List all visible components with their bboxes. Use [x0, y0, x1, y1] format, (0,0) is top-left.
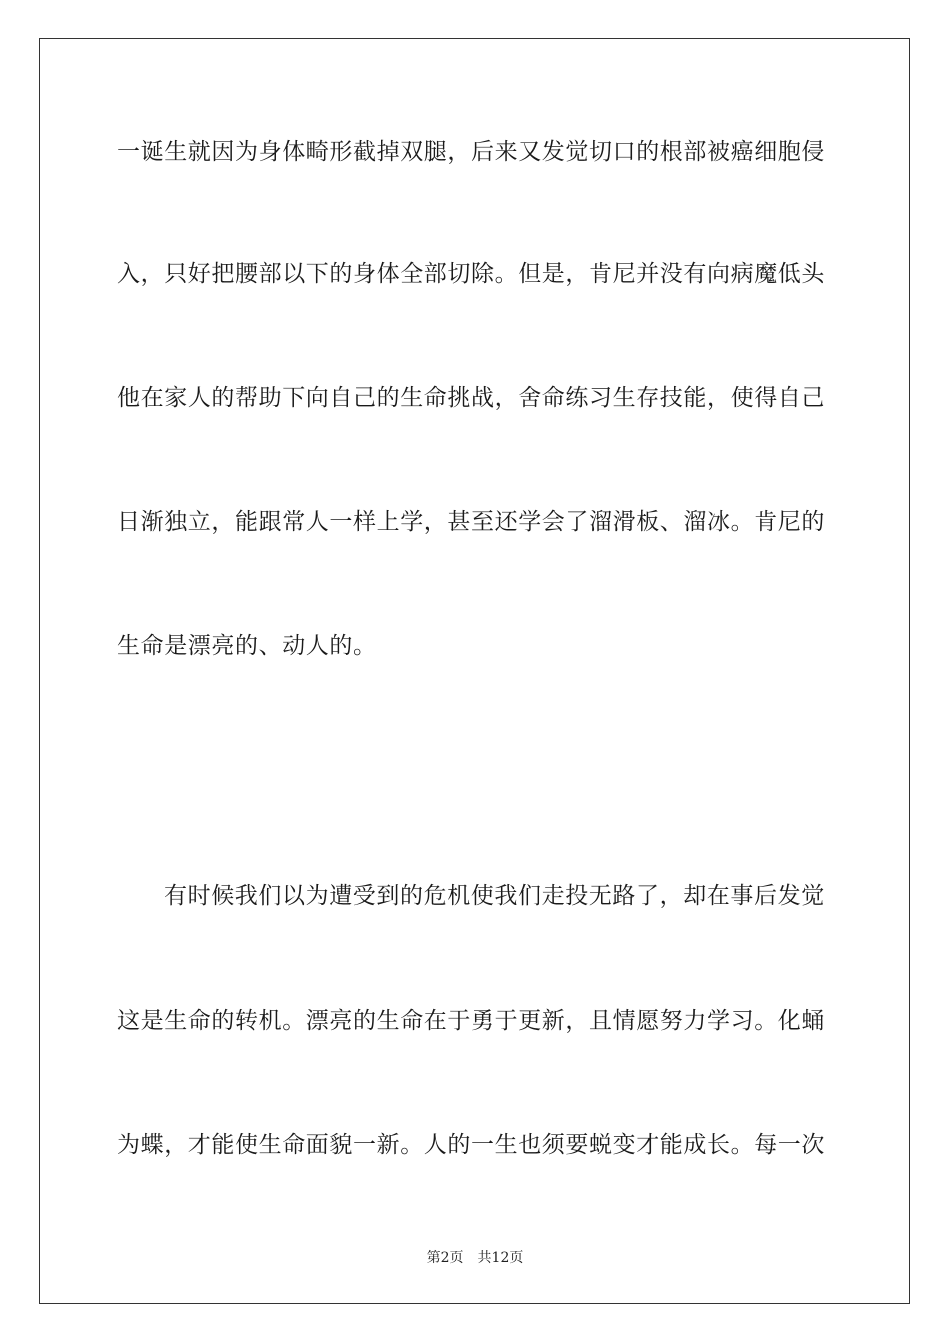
page-footer: [0, 1247, 950, 1267]
text-line: 入，只好把腰部以下的身体全部切除。但是，肯尼并没有向病魔低头: [117, 261, 825, 287]
page-total: 共12页: [477, 1250, 524, 1266]
text-line: 一诞生就因为身体畸形截掉双腿，后来又发觉切口的根部被癌细胞侵: [117, 139, 825, 165]
text-line: 这是生命的转机。漂亮的生命在于勇于更新，且情愿努力学习。化蛹: [117, 1008, 825, 1034]
page-border: [39, 38, 910, 1304]
text-line: 有时候我们以为遭受到的危机使我们走投无路了，却在事后发觉: [164, 883, 825, 909]
text-line: 他在家人的帮助下向自己的生命挑战，舍命练习生存技能，使得自己: [117, 385, 825, 411]
text-line: 生命是漂亮的、动人的。: [117, 633, 377, 659]
page-number: 第2页: [426, 1250, 464, 1266]
text-line: 为蝶，才能使生命面貌一新。人的一生也须要蜕变才能成长。每一次: [117, 1132, 825, 1158]
text-line: 日渐独立，能跟常人一样上学，甚至还学会了溜滑板、溜冰。肯尼的: [117, 509, 825, 535]
